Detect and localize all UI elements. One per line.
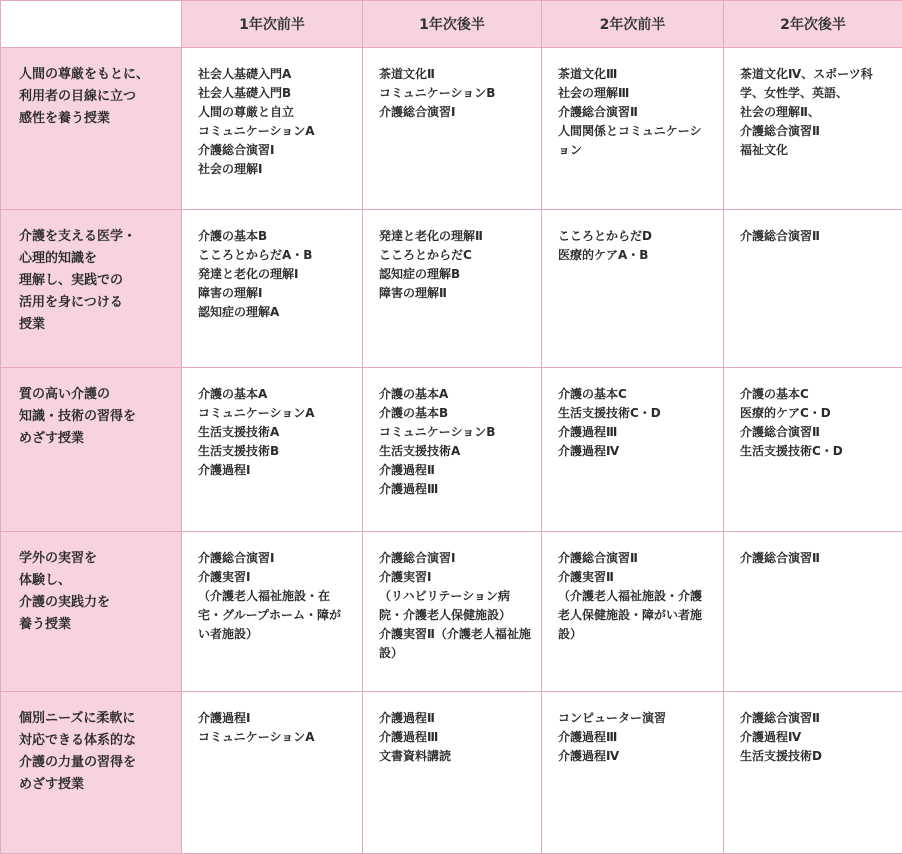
course-cell xyxy=(182,532,363,692)
course-item: （リハビリテーション病院・介護老人保健施設） xyxy=(379,587,531,625)
course-item: （介護老人福祉施設・在宅・グループホーム・障がい者施設） xyxy=(198,587,352,644)
course-item: 介護総合演習Ⅰ xyxy=(198,549,352,568)
course-item: 介護過程Ⅲ xyxy=(558,728,713,747)
course-item: 社会の理解Ⅱ、 xyxy=(740,103,892,122)
course-item: コミュニケーションB xyxy=(379,84,531,103)
course-item: 介護過程Ⅲ xyxy=(379,728,531,747)
course-item: 介護実習Ⅱ（介護老人福祉施設） xyxy=(379,625,531,663)
course-item: 社会の理解Ⅰ xyxy=(198,160,352,179)
category-label: 質の高い介護の 知識・技術の習得を めざす授業 xyxy=(1,368,182,532)
category-label: 個別ニーズに柔軟に 対応できる体系的な 介護の力量の習得を めざす授業 xyxy=(1,692,182,854)
course-cell xyxy=(542,210,724,368)
course-item: 介護過程Ⅲ xyxy=(558,423,713,442)
course-cell xyxy=(363,692,542,854)
corner-cell xyxy=(1,1,182,48)
course-item: コミュニケーションB xyxy=(379,423,531,442)
course-item: 介護総合演習Ⅱ xyxy=(740,227,892,246)
course-item: 介護の基本A xyxy=(198,385,352,404)
course-item: コミュニケーションA xyxy=(198,122,352,141)
course-item: 障害の理解Ⅱ xyxy=(379,284,531,303)
course-item: （介護老人福祉施設・介護老人保健施設・障がい者施設） xyxy=(558,587,713,644)
course-item: 介護総合演習Ⅱ xyxy=(558,103,713,122)
course-item: 介護総合演習Ⅱ xyxy=(558,549,713,568)
course-item: 介護過程Ⅰ xyxy=(198,709,352,728)
term-header-1: 1年次前半 xyxy=(182,1,363,48)
course-item: 福祉文化 xyxy=(740,141,892,160)
course-item: 医療的ケアC・D xyxy=(740,404,892,423)
course-item: 介護実習Ⅰ xyxy=(379,568,531,587)
table-row xyxy=(1,692,902,854)
course-cell xyxy=(542,692,724,854)
course-item: 社会人基礎入門B xyxy=(198,84,352,103)
course-cell xyxy=(724,368,902,532)
course-item: 文書資料講読 xyxy=(379,747,531,766)
course-item: 社会人基礎入門A xyxy=(198,65,352,84)
course-item: 介護総合演習Ⅱ xyxy=(740,423,892,442)
course-item: 生活支援技術C・D xyxy=(740,442,892,461)
table-row xyxy=(1,48,902,210)
course-item: 介護過程Ⅱ xyxy=(379,461,531,480)
course-cell xyxy=(182,692,363,854)
term-header-2: 1年次後半 xyxy=(363,1,542,48)
course-item: 生活支援技術B xyxy=(198,442,352,461)
course-item: 茶道文化Ⅳ、スポーツ科学、女性学、英語、 xyxy=(740,65,892,103)
course-cell xyxy=(363,48,542,210)
course-item: 社会の理解Ⅲ xyxy=(558,84,713,103)
course-item: こころとからだA・B xyxy=(198,246,352,265)
category-label: 人間の尊厳をもとに、 利用者の目線に立つ 感性を養う授業 xyxy=(1,48,182,210)
course-item: 介護総合演習Ⅰ xyxy=(198,141,352,160)
course-cell xyxy=(542,48,724,210)
course-item: コンピューター演習 xyxy=(558,709,713,728)
term-header-3: 2年次前半 xyxy=(542,1,724,48)
course-item: 介護総合演習Ⅰ xyxy=(379,549,531,568)
course-item: 発達と老化の理解Ⅰ xyxy=(198,265,352,284)
course-item: 介護総合演習Ⅱ xyxy=(740,549,892,568)
course-cell xyxy=(182,210,363,368)
course-item: 人間関係とコミュニケーション xyxy=(558,122,713,160)
course-cell xyxy=(542,368,724,532)
header-row xyxy=(1,1,902,48)
category-label: 介護を支える医学・ 心理的知識を 理解し、実践での 活用を身につける 授業 xyxy=(1,210,182,368)
table-body xyxy=(1,48,902,854)
course-item: 生活支援技術D xyxy=(740,747,892,766)
course-cell xyxy=(724,692,902,854)
course-item: 医療的ケアA・B xyxy=(558,246,713,265)
table-row xyxy=(1,210,902,368)
course-cell xyxy=(724,48,902,210)
course-item: 介護総合演習Ⅱ xyxy=(740,122,892,141)
course-cell xyxy=(363,210,542,368)
course-item: 介護過程Ⅰ xyxy=(198,461,352,480)
course-item: 生活支援技術A xyxy=(379,442,531,461)
course-cell xyxy=(724,210,902,368)
course-item: 介護過程Ⅲ xyxy=(379,480,531,499)
course-item: 人間の尊厳と自立 xyxy=(198,103,352,122)
course-cell xyxy=(724,532,902,692)
course-item: 介護総合演習Ⅰ xyxy=(379,103,531,122)
term-header-4: 2年次後半 xyxy=(724,1,902,48)
course-item: 介護の基本C xyxy=(558,385,713,404)
course-cell xyxy=(182,48,363,210)
course-item: 介護の基本B xyxy=(379,404,531,423)
course-item: 発達と老化の理解Ⅱ xyxy=(379,227,531,246)
course-item: こころとからだC xyxy=(379,246,531,265)
course-cell xyxy=(182,368,363,532)
course-cell xyxy=(363,532,542,692)
course-item: 介護過程Ⅳ xyxy=(558,442,713,461)
course-item: 介護過程Ⅱ xyxy=(379,709,531,728)
table-row xyxy=(1,368,902,532)
course-item: 認知症の理解B xyxy=(379,265,531,284)
course-cell xyxy=(363,368,542,532)
course-item: コミュニケーションA xyxy=(198,404,352,423)
course-item: 介護の基本B xyxy=(198,227,352,246)
course-item: 介護総合演習Ⅱ xyxy=(740,709,892,728)
course-item: 介護過程Ⅳ xyxy=(740,728,892,747)
course-item: 茶道文化Ⅱ xyxy=(379,65,531,84)
course-item: 障害の理解Ⅰ xyxy=(198,284,352,303)
course-item: 介護の基本A xyxy=(379,385,531,404)
course-item: 介護の基本C xyxy=(740,385,892,404)
table-row xyxy=(1,532,902,692)
category-label: 学外の実習を 体験し、 介護の実践力を 養う授業 xyxy=(1,532,182,692)
course-item: 介護実習Ⅰ xyxy=(198,568,352,587)
course-item: こころとからだD xyxy=(558,227,713,246)
course-cell xyxy=(542,532,724,692)
course-item: 介護過程Ⅳ xyxy=(558,747,713,766)
course-item: 介護実習Ⅱ xyxy=(558,568,713,587)
course-item: 生活支援技術C・D xyxy=(558,404,713,423)
course-item: 生活支援技術A xyxy=(198,423,352,442)
course-item: コミュニケーションA xyxy=(198,728,352,747)
course-item: 茶道文化Ⅲ xyxy=(558,65,713,84)
course-item: 認知症の理解A xyxy=(198,303,352,322)
